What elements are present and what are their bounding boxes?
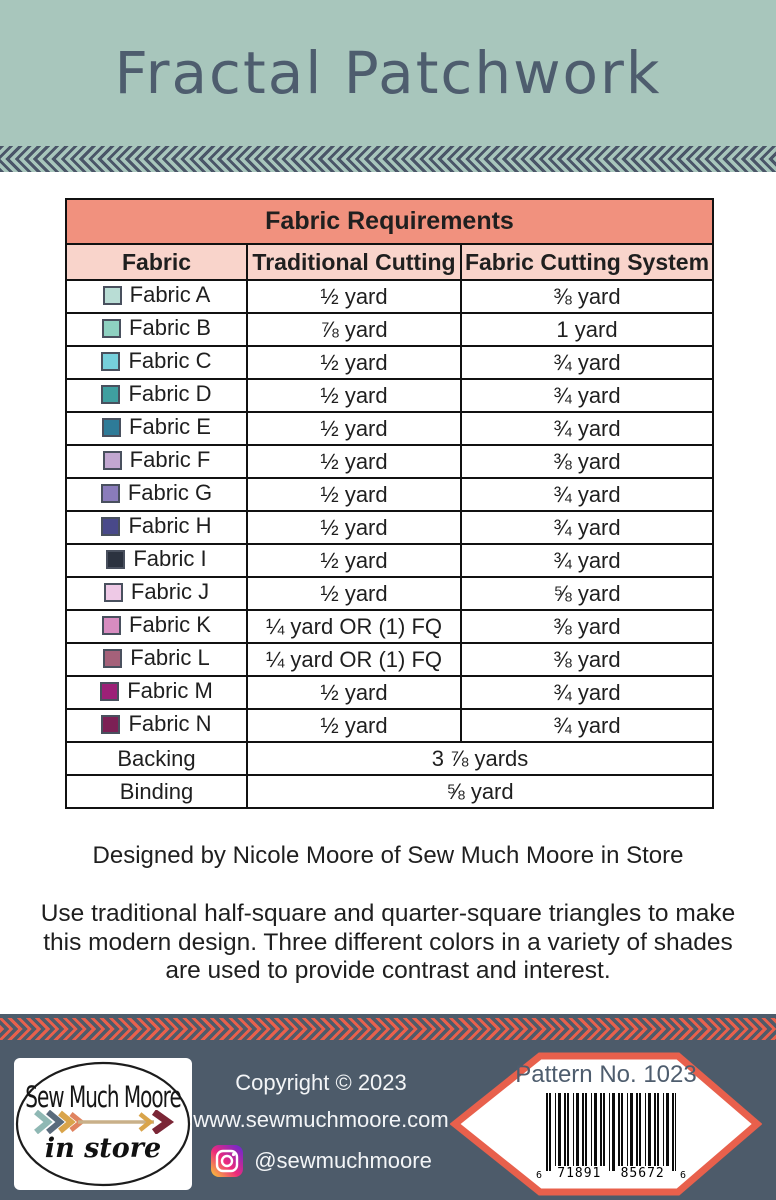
fabric-cell	[66, 610, 247, 643]
fabric-row	[66, 346, 713, 379]
cutting-system-cell: ¾ yard	[461, 346, 713, 379]
barcode-bars-icon	[546, 1093, 676, 1171]
fabric-label: Fabric H	[128, 513, 212, 539]
fabric-cell	[66, 577, 247, 610]
website-text: www.sewmuchmoore.com	[193, 1107, 449, 1132]
cutting-system-cell: ⅜ yard	[461, 610, 713, 643]
traditional-cutting-cell: ½ yard	[247, 346, 461, 379]
fabric-rows	[66, 280, 713, 742]
traditional-cutting-cell: ⅞ yard	[247, 313, 461, 346]
instagram-icon	[210, 1144, 244, 1178]
fabric-label: Fabric E	[129, 414, 211, 440]
cutting-system-cell: ¾ yard	[461, 676, 713, 709]
fabric-swatch	[103, 286, 122, 305]
fabric-label: Fabric N	[128, 711, 212, 737]
fabric-swatch	[102, 319, 121, 338]
traditional-cutting-cell: ½ yard	[247, 379, 461, 412]
fabric-row	[66, 676, 713, 709]
fabric-swatch	[101, 484, 120, 503]
fabric-cell	[66, 280, 247, 313]
fabric-row	[66, 577, 713, 610]
traditional-cutting-cell: ½ yard	[247, 544, 461, 577]
fabric-cell	[66, 379, 247, 412]
pattern-number-badge	[450, 1049, 762, 1199]
table-title: Fabric Requirements	[66, 199, 713, 244]
traditional-cutting-cell: ¼ yard OR (1) FQ	[247, 643, 461, 676]
barcode-digit-left: 6	[536, 1170, 543, 1181]
footer	[0, 1014, 776, 1200]
fabric-row	[66, 643, 713, 676]
fabric-cell	[66, 313, 247, 346]
fabric-row	[66, 280, 713, 313]
fabric-cell	[66, 544, 247, 577]
binding-row	[66, 775, 713, 808]
pattern-number-text: Pattern No. 1023	[515, 1061, 697, 1088]
cutting-system-cell: 1 yard	[461, 313, 713, 346]
fabric-label: Fabric K	[129, 612, 211, 638]
barcode-digits-group1: 71891	[553, 1166, 605, 1181]
traditional-cutting-cell: ½ yard	[247, 577, 461, 610]
fabric-label: Fabric M	[127, 678, 213, 704]
backing-label: Backing	[66, 742, 247, 775]
fabric-label: Fabric J	[130, 579, 210, 605]
pattern-description: Use traditional half-square and quarter-square triangles to make this modern design. Three different colors in a variety of shades are used to provide contrast and interest.	[40, 900, 736, 985]
footer-chevron-divider	[0, 1018, 776, 1040]
fabric-row	[66, 379, 713, 412]
fabric-cell	[66, 346, 247, 379]
col-header-fabric: Fabric	[66, 244, 247, 280]
page-title: Fractal Patchwork	[114, 39, 662, 107]
barcode-digit-right: 6	[679, 1170, 686, 1181]
fabric-label: Fabric D	[128, 381, 212, 407]
traditional-cutting-cell: ½ yard	[247, 709, 461, 742]
backing-value: 3 ⅞ yards	[247, 742, 713, 775]
fabric-label: Fabric B	[129, 315, 211, 341]
fabric-row	[66, 610, 713, 643]
barcode	[536, 1093, 686, 1181]
fabric-swatch	[101, 352, 120, 371]
traditional-cutting-cell: ½ yard	[247, 412, 461, 445]
cutting-system-cell: ¾ yard	[461, 379, 713, 412]
fabric-swatch	[104, 583, 123, 602]
traditional-cutting-cell: ½ yard	[247, 280, 461, 313]
fabric-label: Fabric C	[128, 348, 212, 374]
fabric-cell	[66, 709, 247, 742]
fabric-cell	[66, 445, 247, 478]
fabric-row	[66, 511, 713, 544]
fabric-row	[66, 544, 713, 577]
cutting-system-cell: ⅝ yard	[461, 577, 713, 610]
fabric-swatch	[100, 682, 119, 701]
traditional-cutting-cell: ½ yard	[247, 676, 461, 709]
fabric-label: Fabric L	[130, 645, 210, 671]
binding-value: ⅝ yard	[247, 775, 713, 808]
fabric-label: Fabric I	[133, 546, 207, 572]
fabric-label: Fabric A	[129, 282, 211, 308]
fabric-cell	[66, 511, 247, 544]
cutting-system-cell: ⅜ yard	[461, 643, 713, 676]
fabric-swatch	[101, 385, 120, 404]
traditional-cutting-cell: ¼ yard OR (1) FQ	[247, 610, 461, 643]
fabric-swatch	[101, 715, 120, 734]
fabric-cell	[66, 412, 247, 445]
designed-by-line: Designed by Nicole Moore of Sew Much Moore in Store	[92, 842, 684, 869]
fabric-swatch	[102, 418, 121, 437]
instagram-handle-text: @sewmuchmoore	[254, 1148, 432, 1173]
logo-tagline-text: in store	[44, 1132, 162, 1164]
traditional-cutting-cell: ½ yard	[247, 445, 461, 478]
backing-row	[66, 742, 713, 775]
copyright-text: Copyright © 2023	[235, 1070, 407, 1095]
fabric-swatch	[103, 451, 122, 470]
fabric-row	[66, 478, 713, 511]
fabric-swatch	[102, 616, 121, 635]
fabric-swatch	[101, 517, 120, 536]
fabric-row	[66, 709, 713, 742]
cutting-system-cell: ¾ yard	[461, 511, 713, 544]
fabric-cell	[66, 643, 247, 676]
table-title-row	[66, 199, 713, 244]
fabric-swatch	[103, 649, 122, 668]
traditional-cutting-cell: ½ yard	[247, 478, 461, 511]
col-header-system: Fabric Cutting System	[461, 244, 713, 280]
binding-label: Binding	[66, 775, 247, 808]
fabric-cell	[66, 478, 247, 511]
fabric-row	[66, 445, 713, 478]
header-chevron-divider	[0, 146, 776, 172]
header-banner	[0, 0, 776, 146]
cutting-system-cell: ¾ yard	[461, 478, 713, 511]
traditional-cutting-cell: ½ yard	[247, 511, 461, 544]
fabric-label: Fabric F	[129, 447, 211, 473]
cutting-system-cell: ⅜ yard	[461, 280, 713, 313]
barcode-digits-group2: 85672	[617, 1166, 669, 1181]
fabric-cell	[66, 676, 247, 709]
fabric-swatch	[106, 550, 125, 569]
table-header-row	[66, 244, 713, 280]
cutting-system-cell: ¾ yard	[461, 412, 713, 445]
cutting-system-cell: ¾ yard	[461, 709, 713, 742]
logo-name-text: Sew Much Moore	[25, 1079, 181, 1114]
cutting-system-cell: ⅜ yard	[461, 445, 713, 478]
fabric-requirements-table	[65, 198, 712, 809]
cutting-system-cell: ¾ yard	[461, 544, 713, 577]
sew-much-moore-logo	[14, 1058, 192, 1190]
col-header-traditional: Traditional Cutting	[247, 244, 461, 280]
fabric-row	[66, 412, 713, 445]
fabric-row	[66, 313, 713, 346]
summary-rows	[66, 742, 713, 808]
fabric-label: Fabric G	[127, 480, 213, 506]
